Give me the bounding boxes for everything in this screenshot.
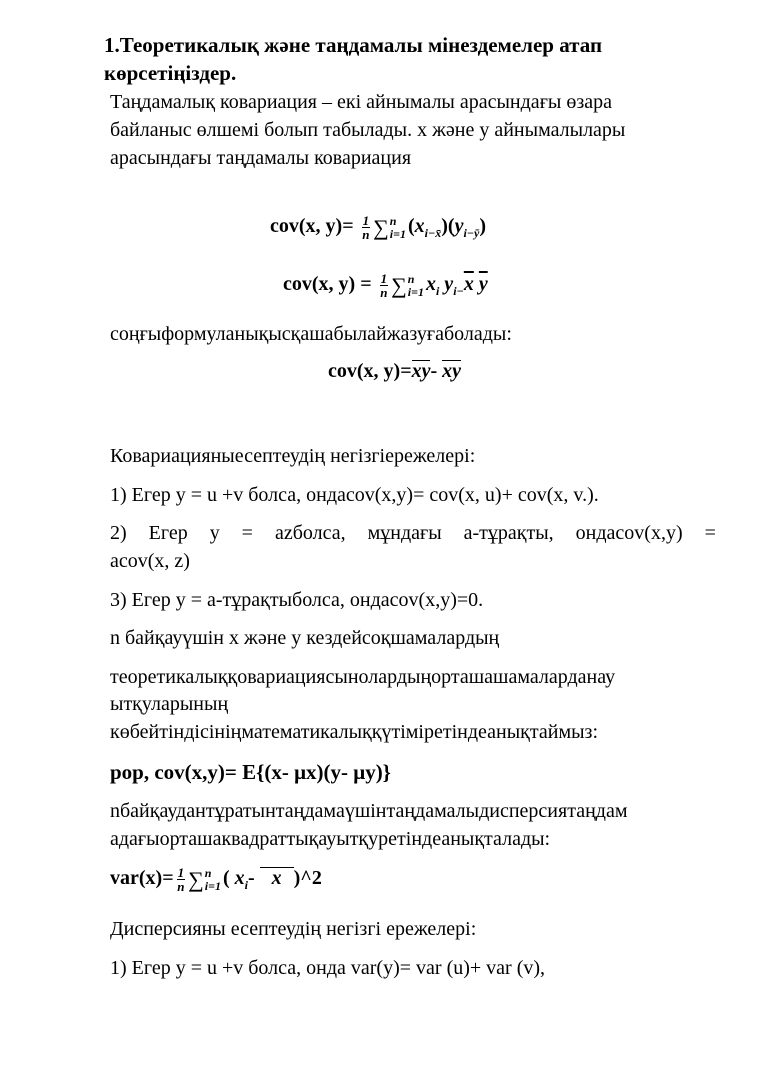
- intro-line2: байланыс өлшемі болып табылады. x және у айнымалылары: [110, 119, 626, 141]
- intro-line3: арасындағы таңдамалы ковариация: [110, 147, 412, 169]
- population-covariance-formula: рор, cov(x,y)= E{(x- μx)(y- μy)}: [110, 760, 391, 784]
- variance-rule-1: 1) Егер у = u +v болса, онда var(y)= var (u)+ var (v),: [110, 957, 546, 979]
- sum-symbol: ∑: [391, 272, 407, 298]
- variance-formula: var(x)= $\frac{1}{n}$ ∑ n i=1 ( $x_i-$ x )^2: [110, 865, 322, 894]
- note-short-form: соңғыформуланықысқашабылайжазуғаболады:: [110, 323, 512, 345]
- theory-line2: теоретикалыққовариациясынолардыңорташашамаларданау: [110, 666, 616, 688]
- sum-limits: n i=1: [407, 271, 424, 299]
- theory-line3: ытқуларының: [110, 693, 229, 715]
- variance-rules-title: Дисперсияны есептеудің негізгі ережелері:: [110, 918, 477, 940]
- rule2-word: мұндағы: [367, 522, 442, 544]
- theory-line1: n байқауүшін x және у кездейсоқшамалардың: [110, 627, 500, 649]
- covariance-rule-1: 1) Егер у = u +v болса, ондаcov(x,y)= cov(x, u)+ cov(x, v.).: [110, 484, 599, 506]
- formula-lhs: cov(x, y) =: [283, 273, 372, 296]
- fraction: $\frac{1}{n}$: [380, 271, 388, 300]
- rule2-word: ондаcov(x,y): [575, 522, 683, 544]
- fraction: $\frac{1}{n}$: [177, 865, 185, 894]
- rule2-word: a-тұрақты,: [463, 522, 554, 544]
- covariance-rule-2-line1: [110, 521, 716, 545]
- covariance-formula-2: cov(x, y) = $\frac{1}{n}$ ∑ n i=1 $x_i$ $y_{i-}\overline{x}$ $\overline{y}$: [283, 271, 488, 300]
- rule2-word: у: [209, 522, 220, 544]
- covariance-formula-1: cov(x, y)= $\frac{1}{n}$ ∑ n i=1 $(x_{i-x̄})(y_{i-ȳ})$: [270, 213, 487, 242]
- rule2-word: azболса,: [274, 522, 346, 544]
- variance-text-line2: адағыорташаквадраттықауытқуретіндеанықталады:: [110, 828, 551, 850]
- rule2-word: =: [704, 522, 716, 544]
- section-heading-line2: көрсетіңіздер.: [104, 61, 237, 85]
- rule2-word: =: [241, 522, 253, 544]
- theory-line4: көбейтіндісініңматематикалыққүтіміретіндеанықтаймыз:: [110, 721, 599, 743]
- covariance-rule-3: 3) Егер у = a-тұрақтыболса, ондаcov(x,y)=0.: [110, 589, 484, 611]
- sum-symbol: ∑: [188, 866, 204, 892]
- sum-symbol: ∑: [373, 214, 389, 240]
- rule2-word: 2): [110, 522, 127, 544]
- covariance-rule-2-line2: acov(x, z): [110, 550, 190, 572]
- covariance-rules-title: Ковариацияныесептеудің негізгіережелері:: [110, 445, 476, 467]
- section-heading-line1: 1.Теоретикалық және таңдамалы мінездемелер атап: [104, 33, 603, 57]
- fraction: $\frac{1}{n}$: [362, 213, 370, 242]
- rule2-word: Егер: [148, 522, 188, 544]
- sum-limits: n i=1: [204, 865, 221, 893]
- intro-line1: [110, 90, 716, 114]
- formula-lhs: cov(x, y)=: [270, 215, 354, 238]
- intro-text: Таңдамалық ковариация – екі айнымалы арасындағы өзара: [110, 91, 612, 113]
- sum-limits: n i=1: [389, 213, 406, 241]
- covariance-formula-short: cov(x, y)=xy- xy: [328, 360, 462, 382]
- variance-text-line1: nбайқаудантұратынтаңдамаүшінтаңдамалыдисперсиятаңдам: [110, 800, 628, 822]
